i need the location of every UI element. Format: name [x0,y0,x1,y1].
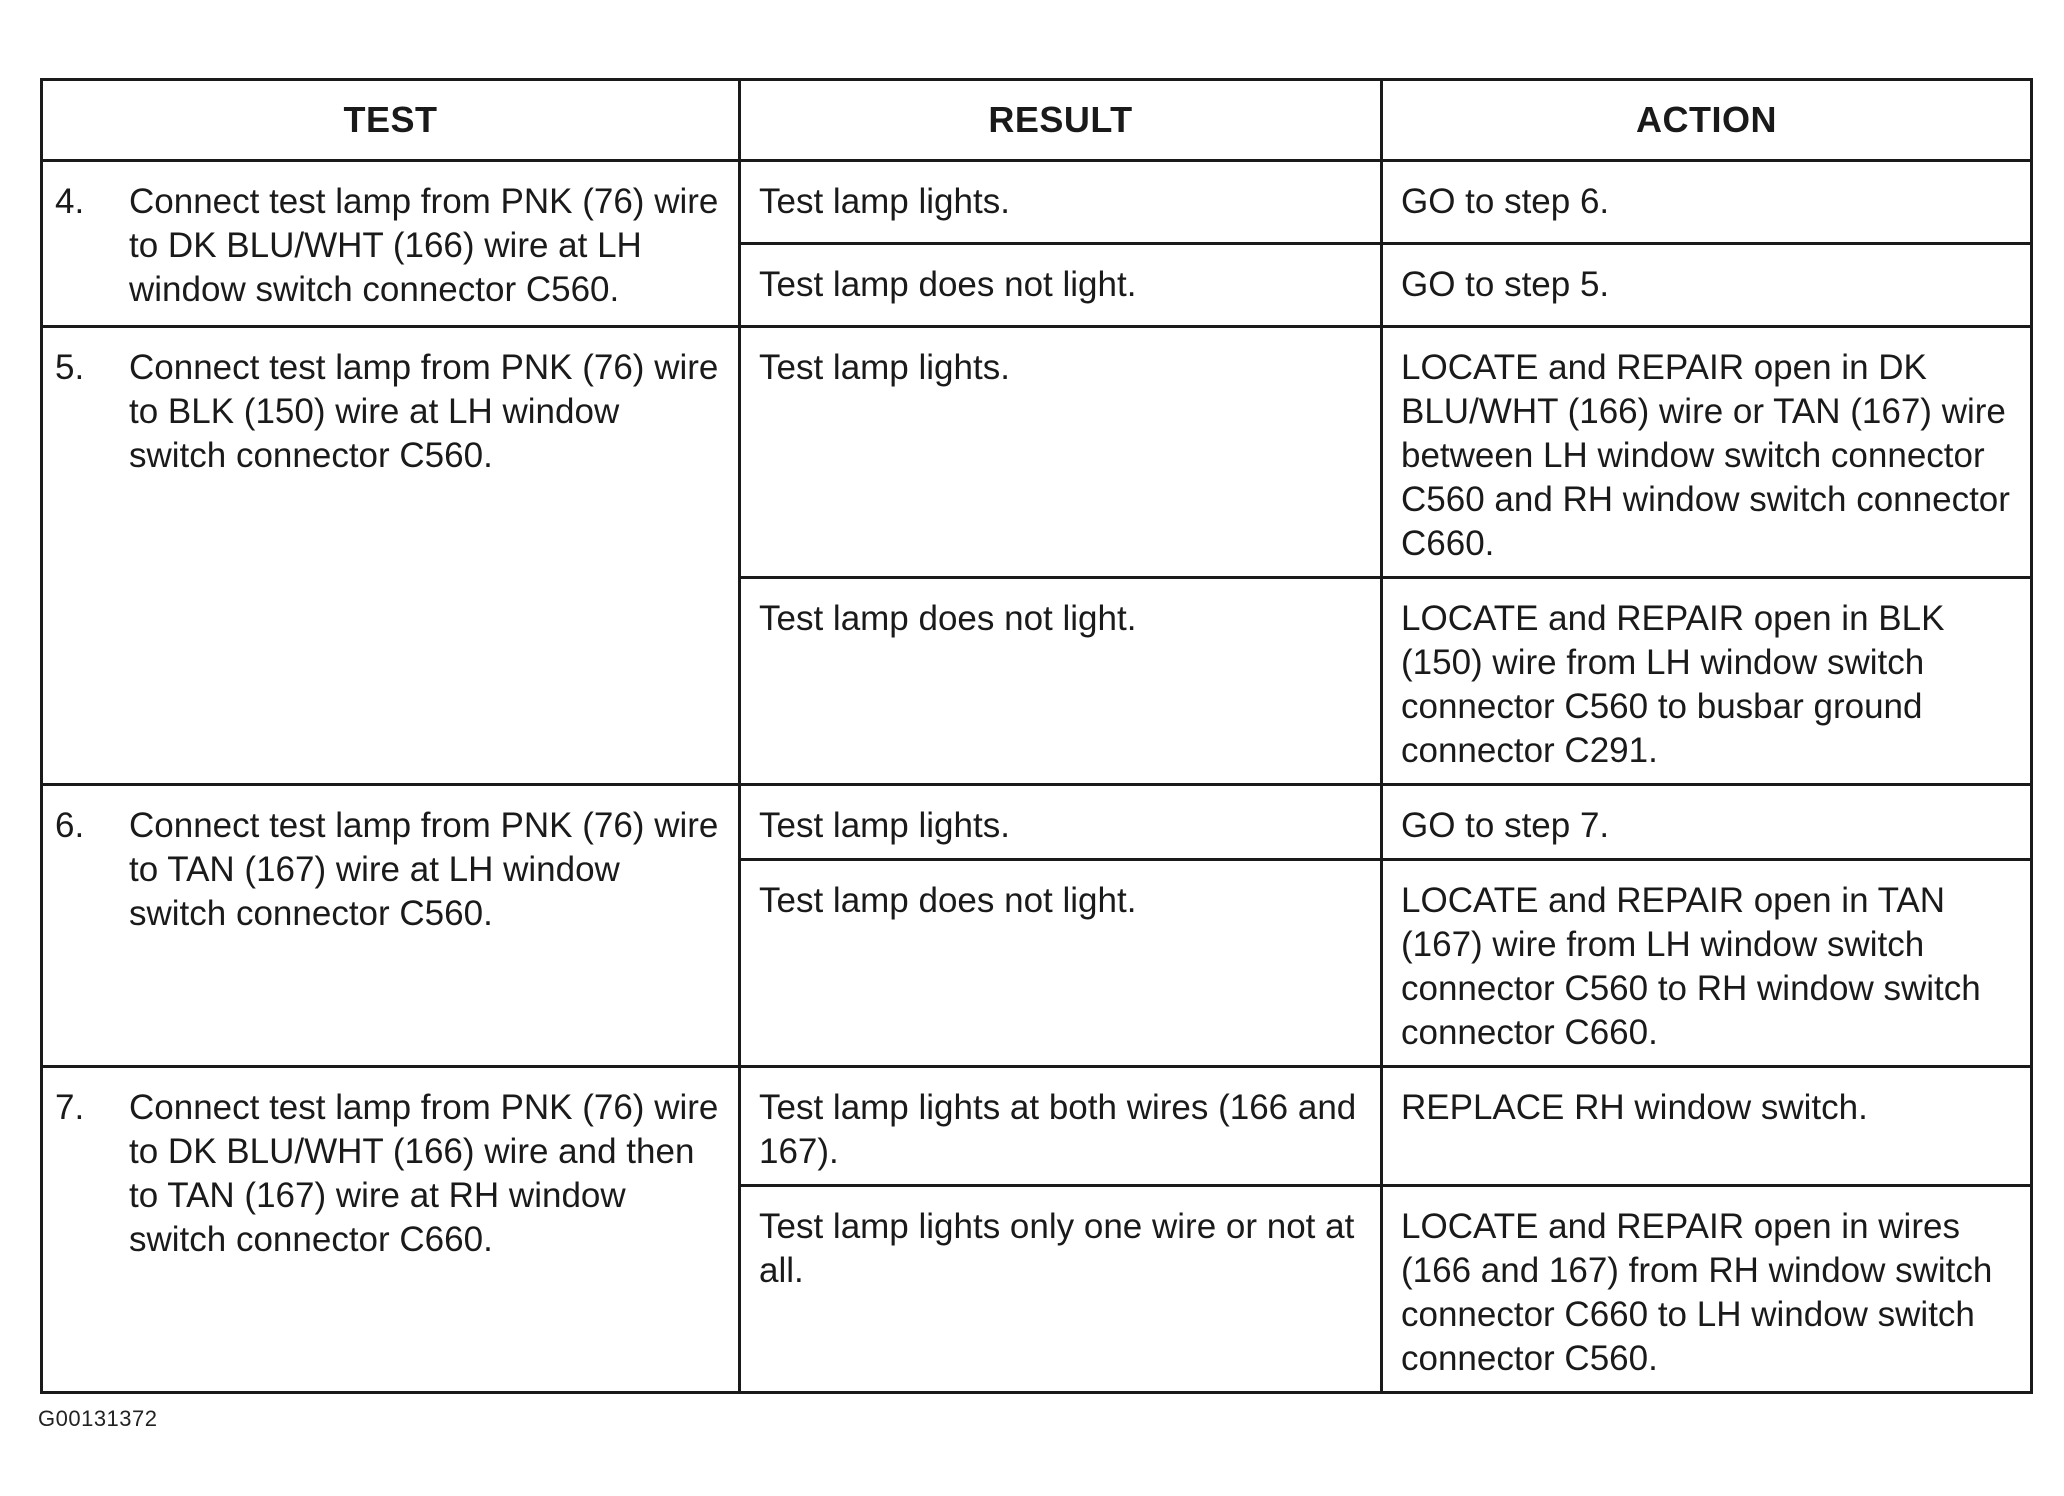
result-cell [740,860,1382,1067]
test-cell [42,161,740,327]
table-row [42,161,2032,244]
action-cell [1382,860,2032,1067]
action-cell [1382,327,2032,578]
header-action: ACTION [1382,80,2032,161]
step-number: 7. [55,1088,85,1127]
result-text: Test lamp does not light. [759,599,1137,638]
header-test: TEST [42,80,740,161]
diagnostic-table [40,78,2033,1394]
result-text: Test lamp lights. [759,348,1010,387]
action-text: LOCATE and REPAIR open in wires (166 and 167) from RH window switch connector C660 to LH window switch connector C560. [1401,1207,1993,1378]
result-cell [740,327,1382,578]
test-description: Connect test lamp from PNK (76) wire to BLK (150) wire at LH window switch connector C560. [129,348,719,475]
result-text: Test lamp lights only one wire or not at all. [759,1207,1355,1290]
action-cell [1382,244,2032,327]
action-text: GO to step 5. [1401,265,1610,304]
result-text: Test lamp lights at both wires (166 and 167). [759,1088,1357,1171]
test-cell [42,1067,740,1393]
action-text: LOCATE and REPAIR open in BLK (150) wire from LH window switch connector C560 to busbar ground connector C291. [1401,599,1945,770]
result-cell [740,161,1382,244]
result-text: Test lamp lights. [759,806,1010,845]
table-row [42,785,2032,860]
action-text: REPLACE RH window switch. [1401,1088,1868,1127]
result-cell [740,1067,1382,1186]
header-result: RESULT [740,80,1382,161]
test-cell [42,327,740,785]
result-cell [740,1186,1382,1393]
action-cell [1382,578,2032,785]
result-cell [740,578,1382,785]
action-text: LOCATE and REPAIR open in TAN (167) wire from LH window switch connector C560 to RH window switch connector C660. [1401,881,1981,1052]
action-cell [1382,785,2032,860]
test-description: Connect test lamp from PNK (76) wire to DK BLU/WHT (166) wire at LH window switch connector C560. [129,182,719,309]
step-number: 5. [55,348,85,387]
test-description: Connect test lamp from PNK (76) wire to DK BLU/WHT (166) wire and then to TAN (167) wire at RH window switch connector C660. [129,1088,719,1259]
result-text: Test lamp does not light. [759,265,1137,304]
result-cell [740,785,1382,860]
action-text: GO to step 7. [1401,806,1610,845]
table-row [42,327,2032,578]
table-row [42,1067,2032,1186]
test-description: Connect test lamp from PNK (76) wire to TAN (167) wire at LH window switch connector C560. [129,806,719,933]
result-cell [740,244,1382,327]
result-text: Test lamp does not light. [759,881,1137,920]
table-header-row [42,80,2032,161]
step-number: 4. [55,182,85,221]
action-text: GO to step 6. [1401,182,1610,221]
figure-id: G00131372 [38,1406,158,1431]
step-number: 6. [55,806,85,845]
action-cell [1382,1067,2032,1186]
action-cell [1382,1186,2032,1393]
action-cell [1382,161,2032,244]
action-text: LOCATE and REPAIR open in DK BLU/WHT (166) wire or TAN (167) wire between LH window switch connector C560 and RH window switch connector C660. [1401,348,2010,563]
test-cell [42,785,740,1067]
result-text: Test lamp lights. [759,182,1010,221]
